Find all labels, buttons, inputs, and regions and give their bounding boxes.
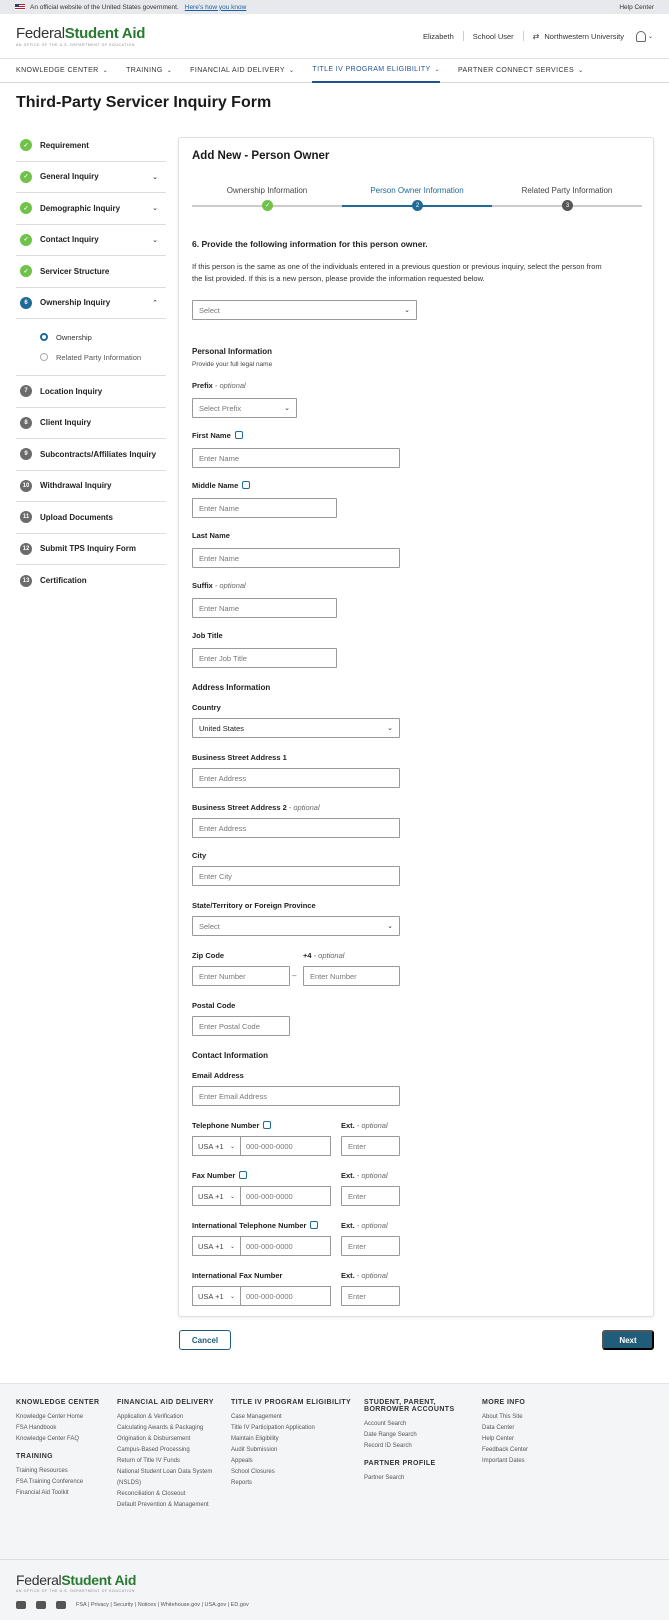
select-value: Select [199,305,220,315]
prefix-label [192,381,246,390]
country-code-select[interactable] [192,1186,241,1206]
footer-link[interactable]: Application & Verification [117,1414,184,1420]
footer-col-knowledge [16,1399,111,1499]
check-icon: ✓ [20,171,32,183]
nav-label: TITLE IV PROGRAM ELIGIBILITY [312,66,431,73]
footer-link[interactable]: Default Prevention & Management [117,1502,209,1508]
logo-student-aid: Student Aid [61,1572,137,1588]
step-sidebar [16,130,166,597]
substep-label: Related Party Information [56,352,142,362]
progress-step-label: Person Owner Information [370,186,464,195]
switch-school-icon[interactable]: ⇄ [532,31,540,41]
chevron-down-icon: ⌄ [578,68,584,74]
footer-link[interactable]: Reconciliation & Closeout [117,1491,186,1497]
step-client-inquiry[interactable] [16,408,166,440]
footer-link[interactable]: Campus-Based Processing [117,1447,190,1453]
chevron-down-icon: ⌄ [284,405,290,412]
chevron-down-icon: ⌄ [288,68,295,74]
label-text: Ext. [341,1121,355,1130]
country-code-select[interactable] [192,1286,241,1306]
state-label: State/Territory or Foreign Province [192,901,316,910]
footer-link[interactable]: Return of Title IV Funds [117,1458,181,1464]
telephone-ext-input[interactable]: Enter [341,1136,400,1156]
ownership-substeps [16,319,166,376]
step-number-badge: 13 [20,575,32,587]
intl-fax-input[interactable]: 000-000-0000 [241,1286,331,1306]
suffix-input[interactable]: Enter Name [192,598,337,618]
footer-link[interactable]: Audit Submission [231,1447,278,1453]
facebook-icon[interactable] [36,1601,46,1609]
footer-link[interactable]: Knowledge Center FAQ [16,1436,80,1442]
middle-name-input[interactable]: Enter Name [192,498,337,518]
label-text: Prefix [192,381,213,390]
divider [523,31,524,41]
check-icon: ✓ [20,202,32,214]
step-label: Ownership Inquiry [40,298,111,308]
job-title-label: Job Title [192,631,223,640]
user-profile-icon[interactable] [636,31,646,42]
label-text: +4 [303,951,312,960]
school-name[interactable]: Northwestern University [544,31,624,41]
optional-text: - optional [288,803,320,812]
select-value: Select Prefix [199,403,242,413]
select-value: USA +1 [198,1191,224,1201]
personal-info-title: Personal Information [192,347,273,356]
footer-link[interactable]: Date Range Search [364,1432,417,1438]
step-label: Servicer Structure [40,266,110,276]
footer-link[interactable]: Calculating Awards & Packaging [117,1425,204,1431]
gov-banner-text: An official website of the United States government. [30,3,179,11]
intl-fax-ext-input[interactable]: Enter [341,1286,400,1306]
footer-link[interactable]: Knowledge Center Home [16,1414,84,1420]
step-number-badge: 7 [20,385,32,397]
chevron-down-icon: ⌄ [404,307,410,314]
substep-related-party[interactable] [40,347,166,367]
main-nav [0,59,669,83]
footer-heading: TITLE IV PROGRAM ELIGIBILITY [231,1399,352,1406]
label-text: International Telephone Number [192,1221,307,1230]
check-icon: ✓ [20,139,32,151]
country-code-select[interactable] [192,1236,241,1256]
step-label: General Inquiry [40,172,99,182]
telephone-label [192,1121,271,1130]
step-upload-documents[interactable] [16,502,166,534]
select-value: USA +1 [198,1291,224,1301]
chevron-down-icon: ⌄ [387,923,393,930]
step-subcontracts-inquiry[interactable] [16,439,166,471]
plus4-input[interactable]: Enter Number [303,966,400,986]
step-withdrawal-inquiry[interactable] [16,471,166,503]
street1-input[interactable]: Enter Address [192,768,400,788]
optional-text: - optional [214,581,246,590]
footer-link[interactable]: Origination & Disbursement [117,1436,191,1442]
fsa-footer-logo[interactable] [16,1572,653,1593]
step-label: Upload Documents [40,512,113,522]
cancel-button[interactable]: Cancel [179,1330,231,1350]
check-icon: ✓ [20,234,32,246]
chevron-up-icon[interactable]: ⌃ [152,299,158,307]
question-help: If this person is the same as one of the individuals entered in a previous question or previous inquiry, select the person from the list provided. If this is a new person, please provide the information requested below. [192,262,602,283]
chevron-down-icon[interactable]: ⌄ [152,205,158,213]
last-name-label: Last Name [192,531,230,540]
city-label: City [192,851,207,860]
footer-bottom [0,1559,669,1609]
footer-heading: FINANCIAL AID DELIVERY [117,1399,214,1406]
footer-link[interactable]: Account Search [364,1421,407,1427]
step-submit-tps-form[interactable] [16,534,166,566]
footer-heading: TRAINING [16,1453,54,1460]
select-value: Select [199,921,220,931]
info-icon[interactable] [310,1221,318,1229]
intl-telephone-input[interactable]: 000-000-0000 [241,1236,331,1256]
substep-ownership[interactable] [40,327,166,347]
step-label: Demographic Inquiry [40,203,121,213]
step-label: Location Inquiry [40,386,103,396]
fax-group [192,1186,331,1206]
label-text: Middle Name [192,481,239,490]
help-center-link[interactable]: Help Center [619,3,654,11]
step-label: Requirement [40,140,89,150]
optional-text: - optional [356,1221,388,1230]
intl-telephone-label [192,1221,318,1230]
chevron-down-icon: ⌄ [102,68,109,74]
info-icon[interactable] [235,431,243,439]
step-location-inquiry[interactable] [16,376,166,408]
chevron-down-icon: ⌄ [229,1193,235,1200]
step-contact-inquiry[interactable] [16,225,166,257]
current-substep-icon [40,333,48,341]
chevron-down-icon: ⌄ [434,67,440,73]
question-title: 6. Provide the following information for this person owner. [192,239,428,249]
user-name: Elizabeth [422,31,454,41]
email-label: Email Address [192,1071,244,1080]
footer-link[interactable]: About This Site [482,1414,523,1420]
zip-dash: – [292,971,297,980]
fax-ext-label [341,1171,388,1180]
step-general-inquiry[interactable] [16,162,166,194]
label-text: Ext. [341,1221,355,1230]
pending-substep-icon [40,353,48,361]
footer-link[interactable]: Title IV Participation Application [231,1425,315,1431]
optional-text: - optional [356,1171,388,1180]
email-input[interactable]: Enter Email Address [192,1086,400,1106]
chevron-down-icon: ⌄ [229,1293,235,1300]
footer-link[interactable]: FSA Training Conference [16,1479,84,1485]
step-number-badge: 12 [20,543,32,555]
step-certification[interactable] [16,565,166,597]
nav-financial-aid-delivery[interactable] [190,59,294,83]
nav-training[interactable] [126,59,172,83]
footer-link[interactable]: Help Center [482,1436,515,1442]
step-number-badge: 8 [20,417,32,429]
plus4-label [303,951,344,960]
page-title: Third-Party Servicer Inquiry Form [16,94,272,111]
telephone-ext-label [341,1121,388,1130]
info-icon[interactable] [263,1121,271,1129]
divider [463,31,464,41]
intl-telephone-ext-input[interactable]: Enter [341,1236,400,1256]
intl-telephone-group [192,1236,331,1256]
progress-step-badge: 2 [412,200,423,211]
logo-tagline: AN OFFICE OF THE U.S. DEPARTMENT OF EDUCATION [16,1589,136,1593]
fsa-logo[interactable] [16,25,145,47]
step-label: Certification [40,576,87,586]
user-area [423,31,653,42]
footer-link[interactable]: Important Dates [482,1458,525,1464]
intl-telephone-ext-label [341,1221,388,1230]
logo-tagline: AN OFFICE OF THE U.S. DEPARTMENT OF EDUCATION [16,43,136,47]
progress-step-label: Ownership Information [226,186,308,195]
intl-fax-label: International Fax Number [192,1271,283,1280]
last-name-input[interactable]: Enter Name [192,548,400,568]
personal-info-subtitle: Provide your full legal name [192,361,273,368]
intl-fax-ext-label [341,1271,388,1280]
step-number-badge: 11 [20,511,32,523]
step-number-badge: 10 [20,480,32,492]
step-ownership-inquiry[interactable] [16,288,166,320]
footer-heading: PARTNER PROFILE [364,1460,436,1467]
chevron-down-icon: ⌄ [387,725,393,732]
nav-label: FINANCIAL AID DELIVERY [190,67,285,74]
nav-label: PARTNER CONNECT SERVICES [458,67,575,74]
suffix-label [192,581,246,590]
step-label: Withdrawal Inquiry [40,481,112,491]
site-header [0,14,669,59]
intl-fax-group [192,1286,331,1306]
telephone-input[interactable]: 000-000-0000 [241,1136,331,1156]
step-label: Contact Inquiry [40,235,99,245]
zip-input[interactable]: Enter Number [192,966,290,986]
footer-col-accounts [364,1399,474,1484]
footer-link[interactable]: School Closures [231,1469,275,1475]
address-info-title: Address Information [192,683,271,692]
us-flag-icon [15,4,25,10]
footer-link[interactable]: Case Management [231,1414,282,1420]
select-value: USA +1 [198,1141,224,1151]
postal-code-input[interactable]: Enter Postal Code [192,1016,290,1036]
middle-name-label [192,481,250,490]
footer-link[interactable]: FSA Handbook [16,1425,57,1431]
footer-col-fad [117,1399,217,1511]
nav-label: KNOWLEDGE CENTER [16,67,99,74]
footer-link[interactable]: National Student Loan Data System (NSLDS) [117,1469,213,1486]
twitter-icon[interactable] [16,1601,26,1609]
label-text: Suffix [192,581,213,590]
progress-step-badge: 3 [562,200,573,211]
logo-student-aid: Student Aid [64,25,146,42]
label-text: Telephone Number [192,1121,260,1130]
footer-col-more-info [482,1399,572,1467]
footer-legal-links[interactable]: FSA | Privacy | Security | Notices | Whitehouse.gov | USA.gov | ED.gov [76,1602,249,1608]
nav-label: TRAINING [126,67,163,74]
first-name-input[interactable]: Enter Name [192,448,400,468]
country-label: Country [192,703,221,712]
zip-label: Zip Code [192,951,225,960]
state-select[interactable] [192,916,400,936]
optional-text: - optional [214,381,246,390]
chevron-down-icon: ⌄ [229,1143,235,1150]
optional-text: - optional [356,1121,388,1130]
heres-how-you-know-link[interactable]: Here's how you know [184,3,247,11]
card-title: Add New - Person Owner [192,150,330,162]
country-select[interactable] [192,718,400,738]
first-name-label [192,431,243,440]
footer-link[interactable]: Reports [231,1480,253,1486]
contact-info-title: Contact Information [192,1051,268,1060]
footer-link[interactable]: Partner Search [364,1475,405,1481]
next-button[interactable]: Next [602,1330,654,1350]
footer-link[interactable]: Financial Aid Toolkit [16,1490,69,1496]
youtube-icon[interactable] [56,1601,66,1609]
nav-title-iv-program-eligibility[interactable] [312,59,440,83]
footer-link[interactable]: Appeals [231,1458,253,1464]
chevron-down-icon[interactable]: ⌄ [152,236,158,244]
step-servicer-structure[interactable] [16,256,166,288]
label-text: First Name [192,431,231,440]
fax-ext-input[interactable]: Enter [341,1186,400,1206]
info-icon[interactable] [239,1171,247,1179]
step-demographic-inquiry[interactable] [16,193,166,225]
job-title-input[interactable]: Enter Job Title [192,648,337,668]
street1-label: Business Street Address 1 [192,753,287,762]
footer-heading: KNOWLEDGE CENTER [16,1399,100,1406]
label-text: Business Street Address 2 [192,803,287,812]
fax-label [192,1171,247,1180]
footer-link[interactable]: Maintain Eligibility [231,1436,279,1442]
gov-banner [0,0,669,14]
label-text: Fax Number [192,1171,236,1180]
social-links [16,1601,653,1609]
footer-col-title-iv [231,1399,356,1489]
site-footer [0,1383,669,1620]
footer-link[interactable]: Data Center [482,1425,515,1431]
form-card [178,137,654,1317]
label-text: Ext. [341,1171,355,1180]
step-label: Subcontracts/Affiliates Inquiry [40,449,157,459]
logo-federal: Federal [16,25,65,42]
label-text: Ext. [341,1271,355,1280]
form-progress [192,186,642,208]
nav-knowledge-center[interactable] [16,59,108,83]
step-requirement[interactable] [16,130,166,162]
fax-input[interactable]: 000-000-0000 [241,1186,331,1206]
step-number-badge: 9 [20,448,32,460]
chevron-down-icon[interactable]: ⌄ [152,173,158,181]
footer-link[interactable]: Training Resources [16,1468,68,1474]
step-label: Submit TPS Inquiry Form [40,544,137,554]
check-icon: ✓ [262,200,273,211]
progress-step-label: Related Party Information [521,186,613,195]
footer-link[interactable]: Feedback Center [482,1447,529,1453]
check-icon: ✓ [20,265,32,277]
select-value: United States [199,723,245,733]
chevron-down-icon[interactable]: ⌄ [647,33,653,40]
chevron-down-icon: ⌄ [166,68,173,74]
prefix-select[interactable] [192,398,297,418]
user-role: School User [472,31,514,41]
substep-label: Ownership [56,332,92,342]
existing-person-select[interactable] [192,300,417,320]
footer-heading: MORE INFO [482,1399,526,1406]
footer-link[interactable]: Record ID Search [364,1443,412,1449]
street2-input[interactable]: Enter Address [192,818,400,838]
footer-heading: STUDENT, PARENT, BORROWER ACCOUNTS [364,1399,455,1413]
select-value: USA +1 [198,1241,224,1251]
nav-partner-connect-services[interactable] [458,59,584,83]
country-code-select[interactable] [192,1136,241,1156]
logo-federal: Federal [16,1572,62,1588]
optional-text: - optional [356,1271,388,1280]
optional-text: - optional [313,951,345,960]
city-input[interactable]: Enter City [192,866,400,886]
telephone-group [192,1136,331,1156]
info-icon[interactable] [242,481,250,489]
street2-label [192,803,320,812]
postal-code-label: Postal Code [192,1001,236,1010]
step-number-badge: 6 [20,297,32,309]
step-label: Client Inquiry [40,418,92,428]
chevron-down-icon: ⌄ [229,1243,235,1250]
